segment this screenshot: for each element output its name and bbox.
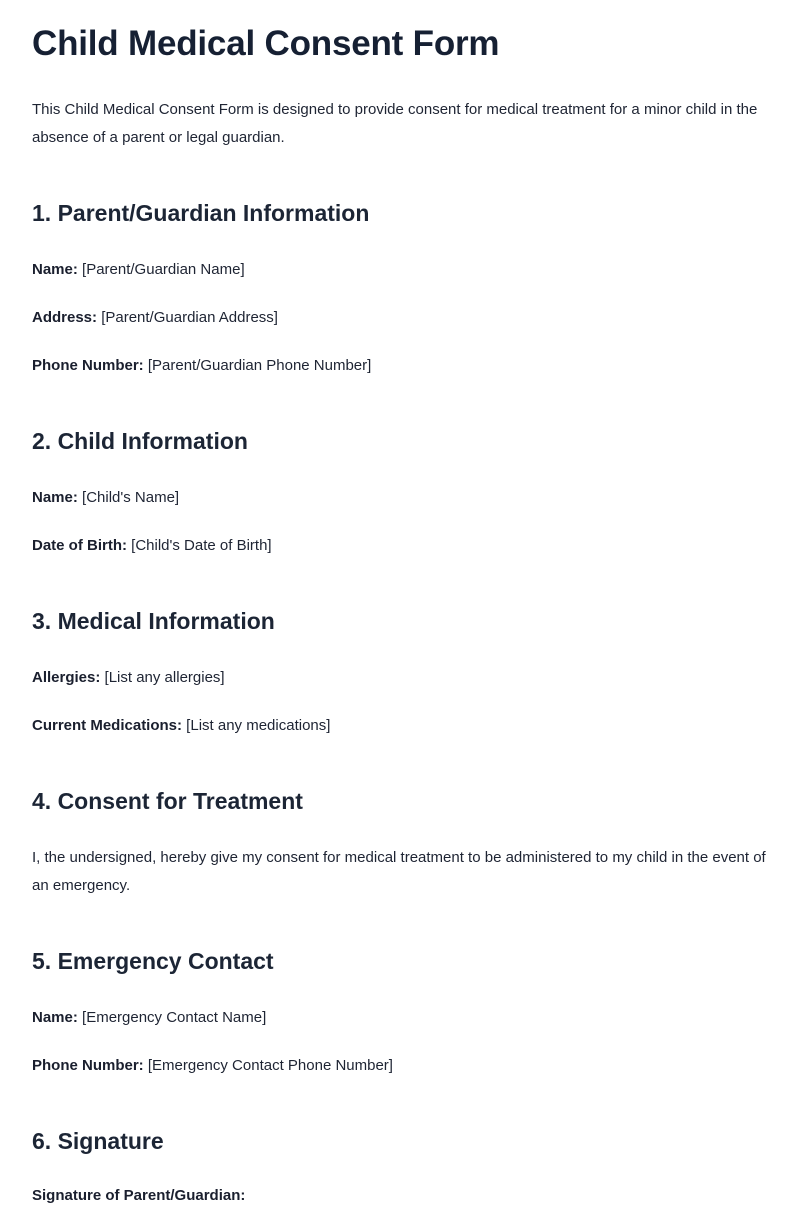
parent-name-value: [Parent/Guardian Name]: [77, 261, 245, 278]
emergency-phone-field: [32, 1056, 393, 1076]
parent-phone-value: [Parent/Guardian Phone Number]: [143, 357, 372, 374]
allergies-label: Allergies:: [32, 669, 101, 686]
parent-address-label: Address:: [32, 309, 98, 326]
page-title: Child Medical Consent Form: [32, 24, 500, 63]
consent-paragraph: I, the undersigned, hereby give my consent for medical treatment to be administered to my child in the event of an emergency.: [32, 849, 766, 894]
medications-label: Current Medications:: [32, 717, 183, 734]
parent-phone-label: Phone Number:: [32, 357, 144, 374]
section-heading-consent: 4. Consent for Treatment: [32, 788, 303, 814]
child-name-value: [Child's Name]: [77, 489, 180, 506]
section-heading-child: 2. Child Information: [32, 428, 248, 454]
child-dob-value: [Child's Date of Birth]: [127, 537, 272, 554]
child-name-field: [32, 488, 179, 508]
parent-address-field: [32, 308, 278, 328]
emergency-phone-value: [Emergency Contact Phone Number]: [143, 1057, 393, 1074]
section-heading-parent: 1. Parent/Guardian Information: [32, 200, 370, 226]
signature-field: [32, 1186, 245, 1206]
parent-address-value: [Parent/Guardian Address]: [97, 309, 278, 326]
emergency-name-label: Name:: [32, 1009, 78, 1026]
medications-field: [32, 716, 330, 736]
allergies-value: [List any allergies]: [100, 669, 225, 686]
medications-value: [List any medications]: [182, 717, 331, 734]
emergency-name-value: [Emergency Contact Name]: [77, 1009, 267, 1026]
parent-name-label: Name:: [32, 261, 78, 278]
child-dob-field: [32, 536, 272, 556]
child-name-label: Name:: [32, 489, 78, 506]
allergies-field: [32, 668, 225, 688]
emergency-name-field: [32, 1008, 266, 1028]
intro-paragraph: This Child Medical Consent Form is designed to provide consent for medical treatment for a minor child in the absence of a parent or legal guardian.: [32, 101, 758, 146]
parent-name-field: [32, 260, 245, 280]
section-heading-medical: 3. Medical Information: [32, 608, 275, 634]
parent-phone-field: [32, 356, 371, 376]
emergency-phone-label: Phone Number:: [32, 1057, 144, 1074]
section-heading-emergency: 5. Emergency Contact: [32, 948, 274, 974]
child-dob-label: Date of Birth:: [32, 537, 127, 554]
section-heading-signature: 6. Signature: [32, 1128, 164, 1154]
signature-label: Signature of Parent/Guardian:: [32, 1187, 246, 1204]
